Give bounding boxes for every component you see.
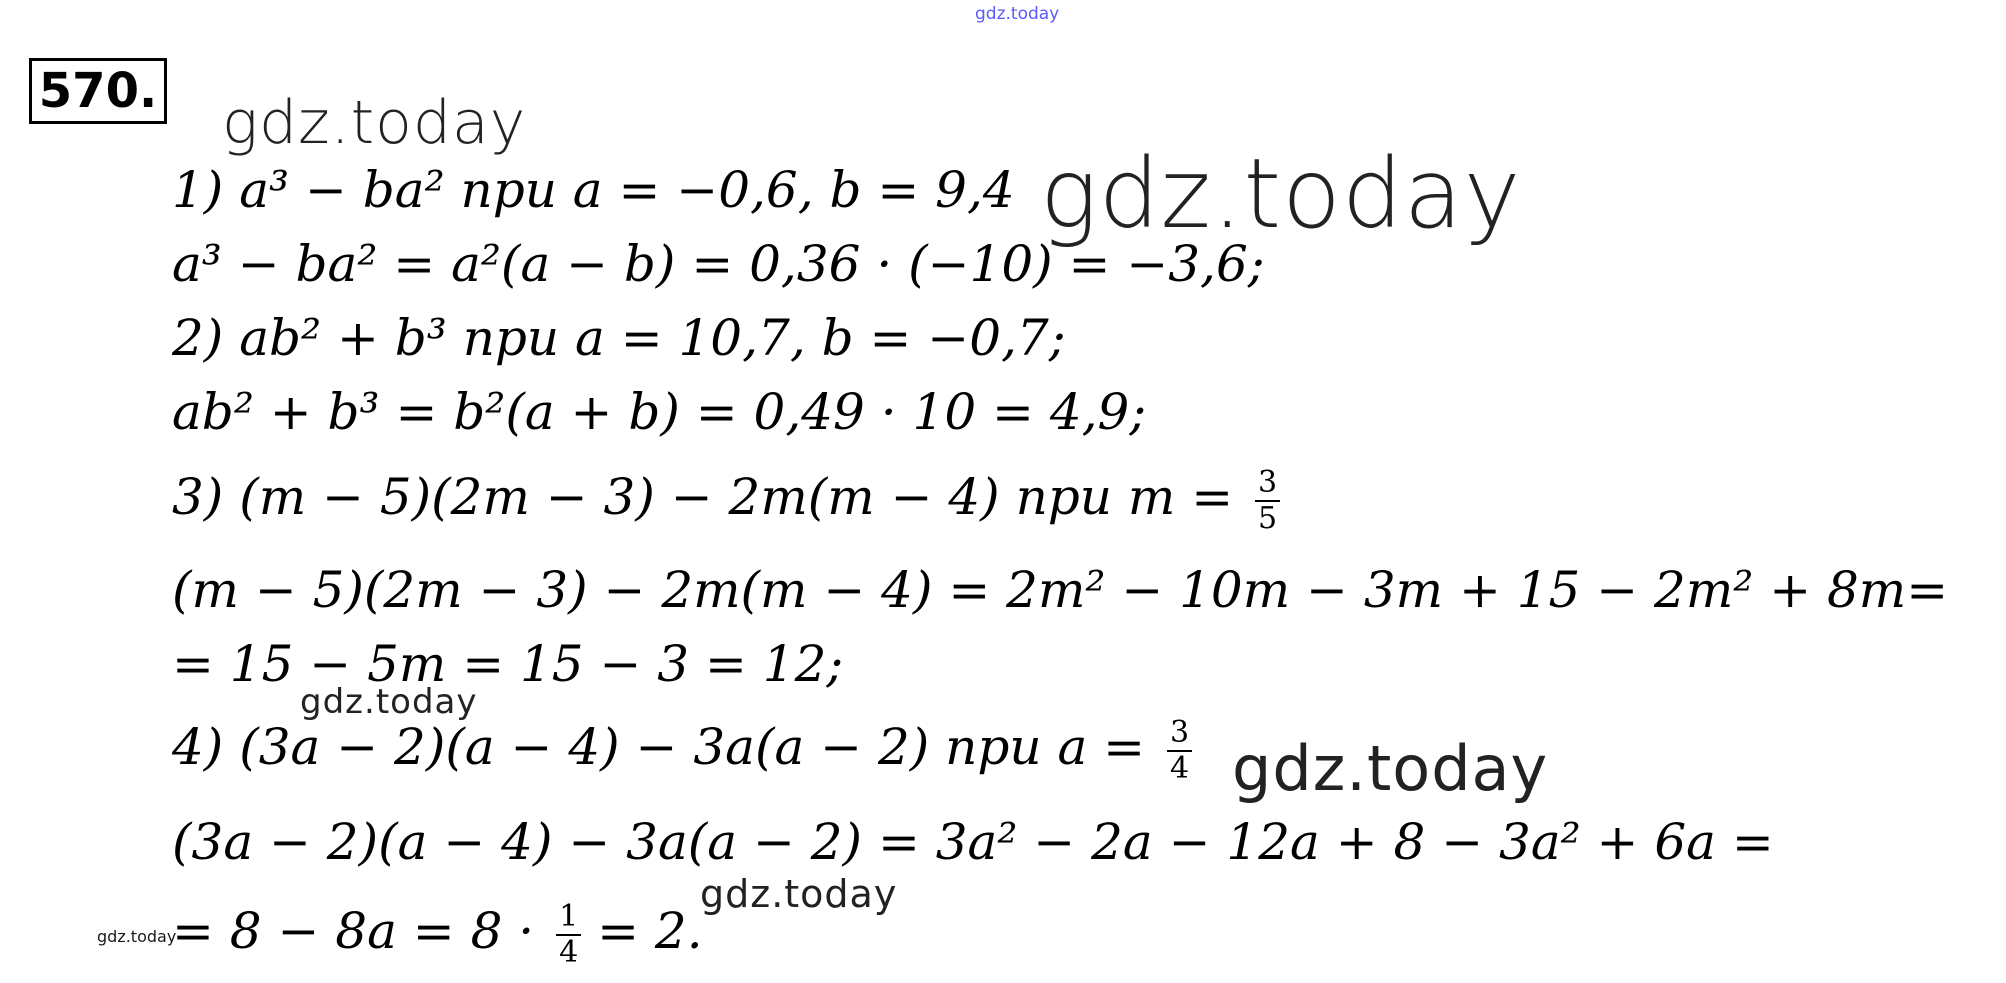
solution-line-8-text: 4) (3a − 2)(a − 4) − 3a(a − 2) при a = [172,718,1146,776]
fraction-numerator: 3 [1255,466,1280,502]
watermark: gdz.today [300,682,478,722]
fraction-3-4 [1167,716,1192,786]
watermark-top: gdz.today [975,4,1060,24]
watermark-large: gdz.today [1040,138,1522,250]
task-number-box: 570. [29,58,167,124]
solution-line-3: 2) ab² + b³ при a = 10,7, b = −0,7; [172,309,1066,367]
solution-line-1: 1) a³ − ba² при a = −0,6, b = 9,4 [172,161,1015,219]
fraction-numerator: 3 [1167,716,1192,752]
solution-line-8 [172,716,1192,786]
solution-line-6: (m − 5)(2m − 3) − 2m(m − 4) = 2m² − 10m − 3m + 15 − 2m² + 8m= [172,561,1949,619]
fraction-1-4 [556,900,581,970]
solution-line-9: (3a − 2)(a − 4) − 3a(a − 2) = 3a² − 2a − 12a + 8 − 3a² + 6a = [172,813,1774,871]
watermark: gdz.today [222,88,527,158]
fraction-3-5 [1255,466,1280,536]
fraction-numerator: 1 [556,900,581,936]
solution-line-10 [172,900,703,970]
fraction-denominator: 5 [1258,501,1278,536]
fraction-denominator: 4 [559,935,579,970]
solution-line-10-text: = 8 − 8a = 8 · [172,902,535,960]
watermark-small: gdz.today [97,927,177,946]
watermark: gdz.today [700,872,898,916]
watermark: gdz.today [1232,732,1549,805]
solution-line-10-result: = 2. [597,902,703,960]
fraction-denominator: 4 [1169,751,1190,786]
solution-line-2: a³ − ba² = a²(a − b) = 0,36 · (−10) = −3,6; [172,235,1265,293]
solution-line-4: ab² + b³ = b²(a + b) = 0,49 · 10 = 4,9; [172,383,1147,441]
solution-line-7: = 15 − 5m = 15 − 3 = 12; [172,635,844,693]
solution-line-5 [172,466,1280,536]
solution-line-5-text: 3) (m − 5)(2m − 3) − 2m(m − 4) при m = [172,468,1234,526]
